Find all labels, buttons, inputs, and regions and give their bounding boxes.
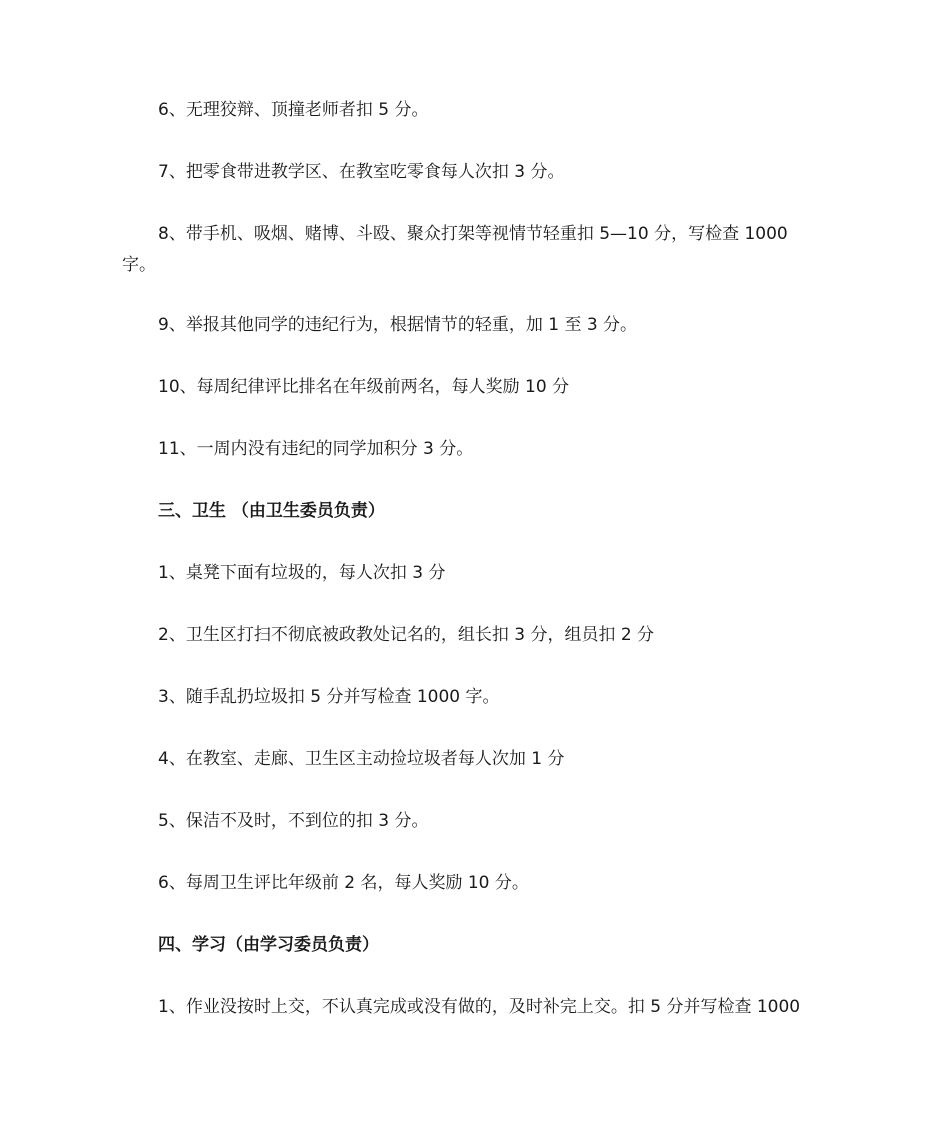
rule-item: 9、举报其他同学的违纪行为，根据情节的轻重，加 1 至 3 分。 — [158, 315, 638, 335]
rule-item: 1、作业没按时上交，不认真完成或没有做的，及时补完上交。扣 5 分并写检查 1000 — [158, 997, 801, 1017]
rule-item: 10、每周纪律评比排名在年级前两名，每人奖励 10 分 — [158, 377, 570, 397]
rule-item: 4、在教室、走廊、卫生区主动捡垃圾者每人次加 1 分 — [158, 749, 565, 769]
rule-item: 3、随手乱扔垃圾扣 5 分并写检查 1000 字。 — [158, 687, 500, 707]
section-heading: 四、学习（由学习委员负责） — [158, 935, 379, 955]
rule-item: 11、一周内没有违纪的同学加积分 3 分。 — [158, 439, 474, 459]
rule-item-continuation: 字。 — [122, 255, 156, 275]
rule-item: 5、保洁不及时，不到位的扣 3 分。 — [158, 811, 429, 831]
rule-item: 6、每周卫生评比年级前 2 名，每人奖励 10 分。 — [158, 873, 529, 893]
rule-item: 2、卫生区打扫不彻底被政教处记名的，组长扣 3 分，组员扣 2 分 — [158, 625, 655, 645]
rule-item: 8、带手机、吸烟、赌博、斗殴、聚众打架等视情节轻重扣 5—10 分，写检查 1000 — [158, 224, 788, 244]
rule-item: 6、无理狡辩、顶撞老师者扣 5 分。 — [158, 100, 429, 120]
rule-item: 1、桌凳下面有垃圾的，每人次扣 3 分 — [158, 563, 446, 583]
rule-item: 7、把零食带进教学区、在教室吃零食每人次扣 3 分。 — [158, 162, 565, 182]
section-heading: 三、卫生 （由卫生委员负责） — [158, 501, 385, 521]
